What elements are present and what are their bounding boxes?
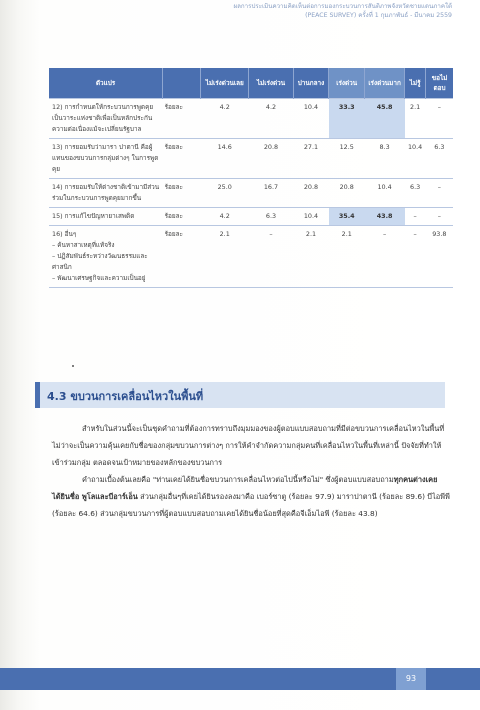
row-value: 6.3 — [249, 208, 293, 226]
row-value: 10.4 — [293, 208, 329, 226]
row-value: – — [426, 99, 453, 139]
footer-bar — [0, 668, 480, 690]
row-value: 33.3 — [329, 99, 365, 139]
row-value: 2.1 — [405, 99, 426, 139]
section-title: 4.3 ขบวนการเคลื่อนไหวในพื้นที่ — [47, 390, 204, 403]
survey-table — [49, 68, 453, 288]
paragraph-1: สำหรับในส่วนนี้จะเป็นชุดคำถามที่ต้องการทราบถึงมุมมองของผู้ตอบแบบสอบถามที่มีต่อขบวนการเคลื่อนไหวในพื้นที่ ไม่ว่าจะเป็นความคุ้นเคยกับชื่อของกลุ่มขบวนการต่างๆ การให้คำจำกัดความกลุ่มคนที่เคลื่อนไหวในพื้นที่เหล่านี้ ปัจจัยที่ทำให้เข้าร่วมกลุ่ม ตลอดจนเป้าหมายของหลักของขบวนการ — [52, 424, 445, 467]
header-not-urgent: ไม่เร่งด่วน — [249, 68, 293, 99]
page-number: 93 — [396, 668, 426, 690]
row-value: 2.1 — [293, 226, 329, 288]
row-label: 13) การยอมรับว่ามารา ปาตานี คือผู้แทนของขบวนการกลุ่มต่างๆ ในการพูดคุย — [49, 139, 163, 179]
table-row — [49, 139, 453, 179]
row-value: 6.3 — [426, 139, 453, 179]
header-dont-know: ไม่รู้ — [405, 68, 426, 99]
row-value: 20.8 — [293, 179, 329, 208]
row-value: 35.4 — [329, 208, 365, 226]
row-value: 25.0 — [201, 179, 249, 208]
stray-mark — [72, 365, 74, 367]
row-label: 12) การกำหนดให้กระบวนการพูดคุยเป็นวาระแห่งชาติเพื่อเป็นหลักประกันความต่อเนื่องแม้จะเปลี่ยนรัฐบาล — [49, 99, 163, 139]
row-value: 16.7 — [249, 179, 293, 208]
row-value: 4.2 — [201, 99, 249, 139]
paragraph-2 — [52, 471, 450, 522]
table-row — [49, 208, 453, 226]
row-value: – — [405, 226, 426, 288]
row-unit: ร้อยละ — [163, 208, 201, 226]
row-value: – — [405, 208, 426, 226]
row-value: 4.2 — [249, 99, 293, 139]
section-heading-bar — [35, 382, 445, 408]
row-value: – — [249, 226, 293, 288]
paragraph-2-bold: ทุกคนต่างเคยได้ยินชื่อ พูโลและบีอาร์เอ็น — [52, 475, 438, 501]
row-value: 2.1 — [201, 226, 249, 288]
row-value: 4.2 — [201, 208, 249, 226]
row-value: 10.4 — [293, 99, 329, 139]
paragraph-2-rest: ส่วนกลุ่มอื่นๆที่เคยได้ยินรองลงมาคือ เบอร์ซาตู (ร้อยละ 97.9) มาราปาตานี (ร้อยละ 89.6) บีไอพีพี (ร้อยละ 64.6) ส่วนกลุ่มขบวนการที่ผู้ตอบแบบสอบถามเคยได้ยินชื่อน้อยที่สุดคือจีเอ็มไอพี (ร้อยละ 43.8) — [52, 492, 450, 518]
header-variable: ตัวแปร — [49, 68, 163, 99]
header-not-urgent-at-all: ไม่เร่งด่วนเลย — [201, 68, 249, 99]
row-value: 14.6 — [201, 139, 249, 179]
table-row — [49, 179, 453, 208]
row-value: 10.4 — [365, 179, 405, 208]
row-value: 2.1 — [329, 226, 365, 288]
body-text — [52, 420, 450, 522]
row-value: 93.8 — [426, 226, 453, 288]
row-value: 27.1 — [293, 139, 329, 179]
header-unit — [163, 68, 201, 99]
row-unit: ร้อยละ — [163, 226, 201, 288]
row-unit: ร้อยละ — [163, 179, 201, 208]
header-line-2: (PEACE SURVEY) ครั้งที่ 1 กุมภาพันธ์ - มีนาคม 2559 — [305, 12, 452, 19]
row-value: – — [426, 208, 453, 226]
table-row — [49, 99, 453, 139]
row-value: 43.8 — [365, 208, 405, 226]
header-moderate: ปานกลาง — [293, 68, 329, 99]
paragraph-2-intro: คำถามเบื้องต้นเลยคือ "ท่านเคยได้ยินชื่อขบวนการเคลื่อนไหวต่อไปนี้หรือไม่" ซึ่งผู้ตอบแบบสอบถาม — [82, 475, 394, 484]
row-label: 16) อื่นๆ – ค้นหาสาเหตุที่แท้จริง – ปฏิสัมพันธ์ระหว่างวัฒนธรรมและศาสนิก – พัฒนาเศรษฐกิจและความเป็นอยู่ — [49, 226, 163, 288]
header-no-answer: ขอไม่ตอบ — [426, 68, 453, 99]
header-very-urgent: เร่งด่วนมาก — [365, 68, 405, 99]
row-value: – — [365, 226, 405, 288]
row-value: 20.8 — [329, 179, 365, 208]
row-value: 10.4 — [405, 139, 426, 179]
row-unit: ร้อยละ — [163, 99, 201, 139]
row-value: 20.8 — [249, 139, 293, 179]
running-header — [233, 2, 452, 20]
row-label: 14) การยอมรับให้ต่างชาติเข้ามามีส่วนร่วมในกระบวนการพูดคุยมากขึ้น — [49, 179, 163, 208]
row-label: 15) การแก้ไขปัญหายาเสพติด — [49, 208, 163, 226]
row-unit: ร้อยละ — [163, 139, 201, 179]
header-urgent: เร่งด่วน — [329, 68, 365, 99]
table-header-row — [49, 68, 453, 99]
table-row — [49, 226, 453, 288]
row-value: 8.3 — [365, 139, 405, 179]
row-value: 12.5 — [329, 139, 365, 179]
row-value: 45.8 — [365, 99, 405, 139]
header-line-1: ผลการประเมินความคิดเห็นต่อการมองกระบวนการสันติภาพจังหวัดชายแดนภาคใต้ — [233, 3, 452, 10]
row-value: 6.3 — [405, 179, 426, 208]
row-value: – — [426, 179, 453, 208]
